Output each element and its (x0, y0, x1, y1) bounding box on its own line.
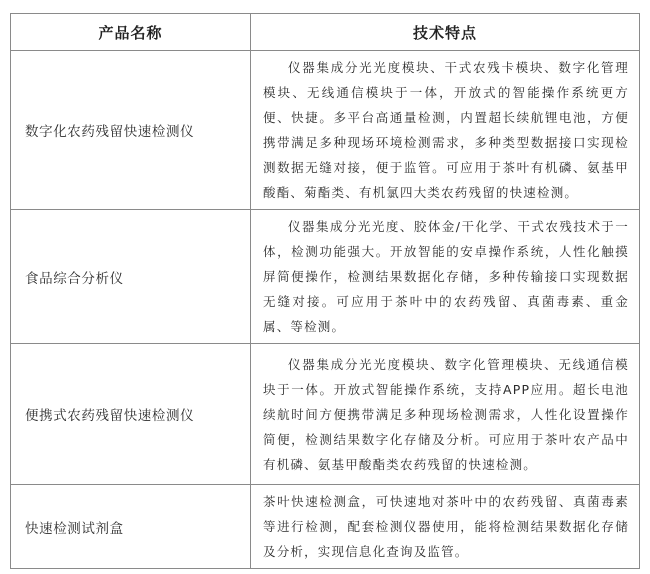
product-name-cell: 便携式农药残留快速检测仪 (11, 344, 251, 485)
features-text: 仪器集成分光光度模块、数字化管理模块、无线通信模块于一体。开放式智能操作系统，支持APP应用。超长电池续航时间方便携带满足多种现场检测需求，人性化设置操作简便，检测结果数字化存储及分析。可应用于茶叶农产品中有机磷、氨基甲酸酯类农药残留的快速检测。 (263, 356, 629, 472)
header-features: 技术特点 (251, 14, 640, 51)
product-name-cell: 快速检测试剂盒 (11, 485, 251, 569)
features-text: 仪器集成分光光度模块、干式农残卡模块、数字化管理模块、无线通信模块于一体，开放式的智能操作系统更方便、快捷。多平台高通量检测，内置超长续航锂电池，方便携带满足多种现场环境检测需求，多种类型数据接口实现检测数据无缝对接，便于监管。可应用于茶叶有机磷、氨基甲酸酯、菊酯类、有机氯四大类农药残留的快速检测。 (263, 60, 629, 200)
table-row (11, 344, 640, 485)
table-row (11, 51, 640, 210)
features-cell (251, 344, 640, 485)
features-cell (251, 210, 640, 344)
product-table (10, 13, 640, 569)
features-text: 茶叶快速检测盒，可快速地对茶叶中的农药残留、真菌毒素等进行检测，配套检测仪器使用，能将检测结果数据化存储及分析，实现信息化查询及监管。 (263, 494, 629, 559)
product-name-cell: 食品综合分析仪 (11, 210, 251, 344)
table-row (11, 485, 640, 569)
table-header-row (11, 14, 640, 51)
features-cell (251, 485, 640, 569)
features-text: 仪器集成分光光度、胶体金/干化学、干式农残技术于一体，检测功能强大。开放智能的安卓操作系统，人性化触摸屏简便操作，检测结果数据化存储，多种传输接口实现数据无缝对接。可应用于茶叶中的农药残留、真菌毒素、重金属、等检测。 (263, 219, 629, 334)
table-row (11, 210, 640, 344)
header-product-name: 产品名称 (11, 14, 251, 51)
product-name-cell: 数字化农药残留快速检测仪 (11, 51, 251, 210)
features-cell (251, 51, 640, 210)
